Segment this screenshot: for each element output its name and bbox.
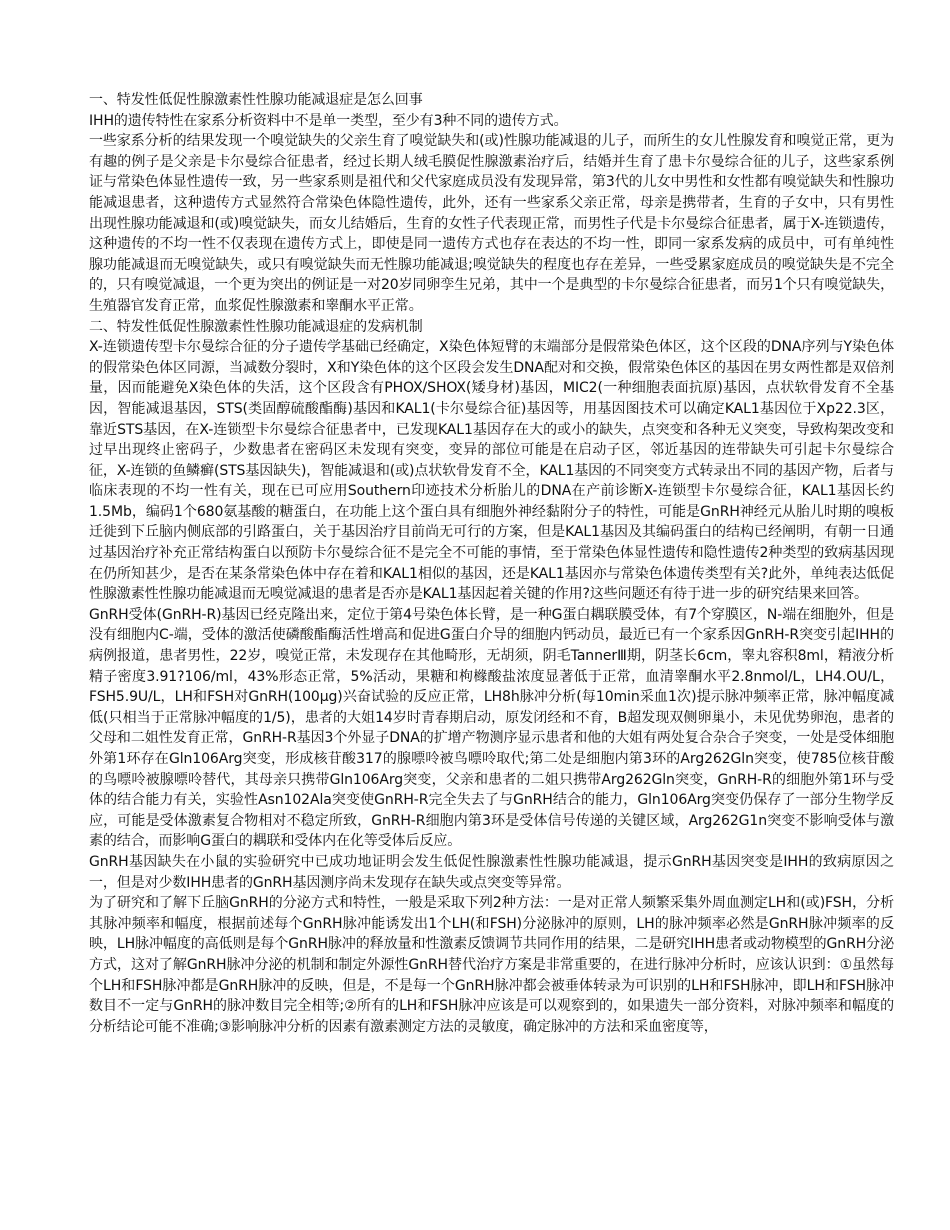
document-body [89,90,894,1037]
paragraph-family-analysis: 一些家系分析的结果发现一个嗅觉缺失的父亲生育了嗅觉缺失和(或)性腺功能减退的儿子，而所生的女儿性腺发育和嗅觉正常，更为有趣的例子是父亲是卡尔曼综合征患者，经过长期人绒毛膜促性腺激素治疗后，结婚并生育了患卡尔曼综合征的儿子，这些家系例证与常染色体显性遗传一致，另一些家系则是祖代和父代家庭成员没有发现异常，第3代的儿女中男性和女性都有嗅觉缺失和性腺功能减退患者，这种遗传方式显然符合常染色体隐性遗传，此外，还有一些家系父亲正常，母亲是携带者，生育的子女中，只有男性出现性腺功能减退和(或)嗅觉缺失，而女儿结婚后，生育的女性子代表现正常，而男性子代是卡尔曼综合征患者，属于X-连锁遗传，这种遗传的不均一性不仅表现在遗传方式上，即使是同一遗传方式也存在表达的不均一性，即同一家系发病的成员中，可有单纯性腺功能减退而无嗅觉缺失，或只有嗅觉缺失而无性腺功能减退;嗅觉缺失的程度也存在差异，一些受累家庭成员的嗅觉缺失是不完全的，只有嗅觉减退，一个更为突出的例证是一对20岁同卵孪生兄弟，其中一个是典型的卡尔曼综合征患者，而另1个只有嗅觉缺失，生殖器官发育正常，血浆促性腺激素和睾酮水平正常。 [89,133,894,314]
paragraph-x-linked-kallmann: X-连锁遗传型卡尔曼综合征的分子遗传学基础已经确定，X染色体短臂的末端部分是假常染色体区，这个区段的DNA序列与Y染色体的假常染色体区同源，当减数分裂时，X和Y染色体的这个区段会发生DNA配对和交换，假常染色体区的基因在男女两性都是双倍剂量，因而能避免X染色体的失活，这个区段含有PHOX/SHOX(矮身材)基因，MIC2(一种细胞表面抗原)基因，点状软骨发育不全基因，智能减退基因，STS(类固醇硫酸酯酶)基因和KAL1(卡尔曼综合征)基因等，用基因图技术可以确定KAL1基因位于Xp22.3区，靠近STS基因，在X-连锁型卡尔曼综合征患者中，已发现KAL1基因存在大的或小的缺失，点突变和各种无义突变，导致构架改变和过早出现终止密码子，少数患者在密码区未发现有突变，变异的部位可能是在启动子区，邻近基因的连带缺失可引起卡尔曼综合征，X-连锁的鱼鳞癣(STS基因缺失)，智能减退和(或)点状软骨发育不全，KAL1基因的不同突变方式转录出不同的基因产物，后者与临床表现的不均一性有关，现在已可应用Southern印迹技术分析胎儿的DNA在产前诊断X-连锁型卡尔曼综合征，KAL1基因长约1.5Mb，编码1个680氨基酸的糖蛋白，在功能上这个蛋白具有细胞外神经黏附分子的特性，可能是GnRH神经元从胎儿时期的嗅板迁徙到下丘脑内侧底部的引路蛋白，关于基因治疗目前尚无可行的方案，但是KAL1基因及其编码蛋白的结构已经阐明，有朝一日通过基因治疗补充正常结构蛋白以预防卡尔曼综合征不是完全不可能的事情，至于常染色体显性遗传和隐性遗传2种类型的致病基因现在仍所知甚少，是否在某条常染色体中存在着和KAL1相似的基因，还是KAL1基因亦与常染色体遗传类型有关?此外，单纯表达低促性腺激素性性腺功能减退而无嗅觉减退的患者是否亦是KAL1基因起着关键的作用?这些问题还有待于进一步的研究结果来回答。 [89,339,894,603]
paragraph-gnrh-receptor: GnRH受体(GnRH-R)基因已经克隆出来，定位于第4号染色体长臂，是一种G蛋白耦联膜受体，有7个穿膜区，N-端在细胞外，但是没有细胞内C-端，受体的激活使磷酸酯酶活性增高和促进G蛋白介导的细胞内钙动员，最近已有一个家系因GnRH-R突变引起IHH的病例报道，患者男性，22岁，嗅觉正常，未发现存在其他畸形，无胡须，阴毛TannerⅢ期，阴茎长6cm，睾丸容积8ml，精液分析精子密度3.91?106/ml，43%形态正常，5%活动，果糖和枸橼酸盐浓度显著低于正常，血清睾酮水平2.8nmol/L，LH4.OU/L，FSH5.9U/L，LH和FSH对GnRH(100μg)兴奋试验的反应正常，LH8h脉冲分析(每10min采血1次)提示脉冲频率正常，脉冲幅度减低(只相当于正常脉冲幅度的1/5)，患者的大姐14岁时青春期启动，原发闭经和不育，B超发现双侧卵巢小，未见优势卵泡，患者的父母和二姐性发育正常，GnRH-R基因3个外显子DNA的扩增产物测序显示患者和他的大姐有两处复合杂合子突变，一处是受体细胞外第1环存在Gln106Arg突变，形成核苷酸317的腺嘌呤被鸟嘌呤取代;第二处是细胞内第3环的Arg262Gln突变，使785位核苷酸的鸟嘌呤被腺嘌呤替代，其母亲只携带Gln106Arg突变，父亲和患者的二姐只携带Arg262Gln突变，GnRH-R的细胞外第1环与受体的结合能力有关，实验性Asn102Ala突变使GnRH-R完全失去了与GnRH结合的能力，Gln106Arg突变仍保存了一部分生物学反应，可能是受体激素复合物相对不稳定所致，GnRH-R细胞内第3环是受体信号传递的关键区域，Arg262G1n突变不影响受体与激素的结合，而影响G蛋白的耦联和受体内在化等受体后反应。 [89,606,894,850]
paragraph-gnrh-secretion-study: 为了研究和了解下丘脑GnRH的分泌方式和特性，一般是采取下列2种方法：一是对正常人频繁采集外周血测定LH和(或)FSH，分析其脉冲频率和幅度，根据前述每个GnRH脉冲能诱发出1个LH(和FSH)分泌脉冲的原则，LH的脉冲频率必然是GnRH脉冲频率的反映，LH脉冲幅度的高低则是每个GnRH脉冲的释放量和性激素反馈调节共同作用的结果，二是研究IHH患者或动物模型的GnRH分泌方式，这对了解GnRH脉冲分泌的机制和制定外源性GnRH替代治疗方案是非常重要的，在进行脉冲分析时，应该认识到：①虽然每个LH和FSH脉冲都是GnRH脉冲的反映，但是，不是每一个GnRH脉冲都会被垂体转录为可识别的LH和FSH脉冲，即LH和FSH脉冲数目不一定与GnRH的脉冲数目完全相等;②所有的LH和FSH脉冲应该是可以观察到的，如果遗失一部分资料，对脉冲频率和幅度的分析结论可能不准确;③影响脉冲分析的因素有激素测定方法的灵敏度，确定脉冲的方法和采血密度等， [89,895,894,1035]
paragraph-gnrh-gene-deletion: GnRH基因缺失在小鼠的实验研究中已成功地证明会发生低促性腺激素性性腺功能减退，提示GnRH基因突变是IHH的致病原因之一，但是对少数IHH患者的GnRH基因测序尚未发现存在缺失或点突变等异常。 [89,853,894,891]
paragraph-ihh-heredity-intro: IHH的遗传特性在家系分析资料中不是单一类型，至少有3种不同的遗传方式。 [89,112,568,129]
section-heading-1: 一、特发性低促性腺激素性性腺功能减退症是怎么回事 [89,92,423,108]
section-heading-2: 二、特发性低促性腺激素性性腺功能减退症的发病机制 [89,318,423,335]
